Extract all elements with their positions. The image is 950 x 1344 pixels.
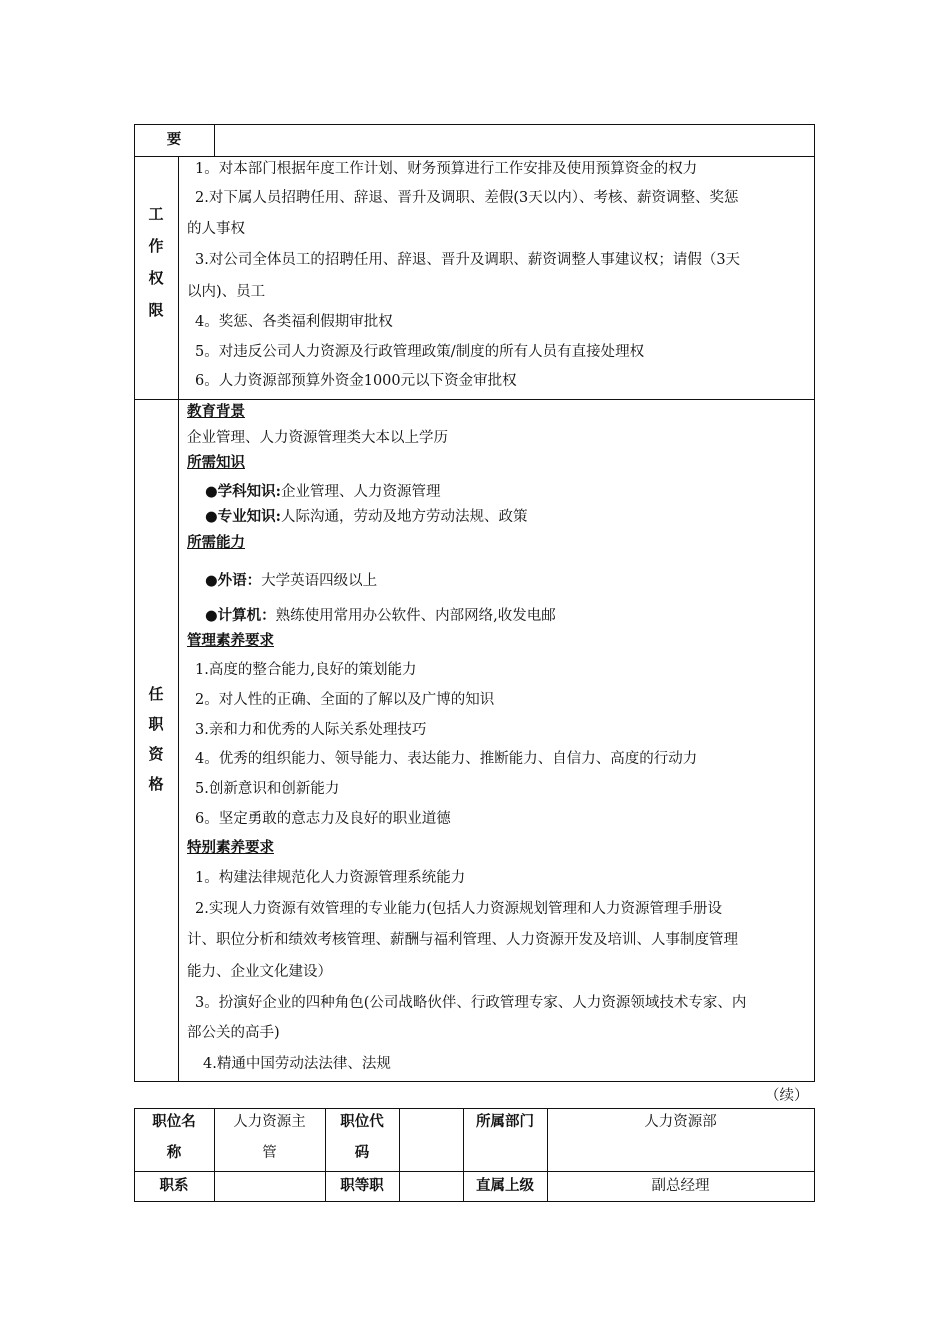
- ability-item-text: 大学英语四级以上: [261, 573, 378, 589]
- bullet-icon: ●: [205, 572, 218, 589]
- special-line: 计、职位分析和绩效考核管理、薪酬与福利管理、人力资源开发及培训、人事制度管理: [187, 932, 738, 948]
- continued-row-label: 要: [166, 131, 182, 148]
- management-line: 6。坚定勇敢的意志力及良好的职业道德: [195, 811, 451, 827]
- bullet-icon: ●: [205, 483, 218, 500]
- position-name-value: 人力资源主: [233, 1114, 306, 1130]
- authority-line: 5。对违反公司人力资源及行政管理政策/制度的所有人员有直接处理权: [195, 344, 645, 360]
- knowledge-heading: 所需知识: [187, 454, 245, 471]
- knowledge-item: [205, 507, 528, 527]
- authority-line: 3.对公司全体员工的招聘任用、辞退、晋升及调职、薪资调整人事建议权；请假（3天: [195, 252, 741, 268]
- special-heading: 特别素养要求: [187, 839, 274, 856]
- management-line: 1.高度的整合能力,良好的策划能力: [195, 662, 417, 678]
- department-value: 人力资源部: [644, 1114, 717, 1130]
- management-line: 4。优秀的组织能力、领导能力、表达能力、推断能力、自信力、高度的行动力: [195, 751, 698, 767]
- authority-line: 6。人力资源部预算外资金1000元以下资金审批权: [195, 373, 517, 389]
- position-code-label: 码: [354, 1144, 370, 1161]
- ability-item: [205, 606, 556, 626]
- ability-item-label: 计算机：: [217, 607, 276, 624]
- authority-label-char: 限: [148, 301, 164, 319]
- authority-label-char: 作: [148, 237, 164, 255]
- position-name-value: 管: [262, 1145, 277, 1161]
- authority-line: 以内)、员工: [187, 284, 266, 300]
- bullet-icon: ●: [205, 607, 218, 624]
- special-line: 4.精通中国劳动法法律、法规: [203, 1056, 391, 1072]
- ability-item: [205, 571, 377, 591]
- management-line: 3.亲和力和优秀的人际关系处理技巧: [195, 722, 427, 738]
- position-code-label: 职位代: [340, 1113, 384, 1130]
- series-label: 职系: [159, 1177, 189, 1194]
- supervisor-value: 副总经理: [651, 1178, 710, 1194]
- qualification-label-char: 资: [148, 745, 164, 763]
- authority-line: 的人事权: [187, 221, 245, 237]
- education-text: 企业管理、人力资源管理类大本以上学历: [187, 430, 448, 446]
- continued-label: （续）: [765, 1088, 809, 1104]
- special-line: 能力、企业文化建设）: [187, 964, 332, 980]
- management-heading: 管理素养要求: [187, 632, 274, 649]
- position-name-label: 职位名: [152, 1113, 196, 1130]
- special-line: 2.实现人力资源有效管理的专业能力(包括人力资源规划管理和人力资源管理手册设: [195, 901, 722, 917]
- special-line: 3。扮演好企业的四种角色(公司战略伙伴、行政管理专家、人力资源领域技术专家、内: [195, 995, 747, 1011]
- special-line: 部公关的高手): [187, 1025, 280, 1041]
- authority-line: 4。奖惩、各类福利假期审批权: [195, 314, 393, 330]
- knowledge-item-label: 专业知识:: [217, 508, 282, 525]
- ability-item-text: 熟练使用常用办公软件、内部网络,收发电邮: [275, 608, 556, 624]
- department-label: 所属部门: [476, 1113, 534, 1130]
- position-name-label: 称: [166, 1144, 182, 1161]
- management-line: 5.创新意识和创新能力: [195, 781, 340, 797]
- knowledge-item: [205, 482, 441, 502]
- grade-label: 职等职: [340, 1177, 384, 1194]
- bullet-icon: ●: [205, 508, 218, 525]
- ability-item-label: 外语：: [217, 572, 262, 589]
- knowledge-item-text: 企业管理、人力资源管理: [281, 484, 441, 500]
- authority-line: 1。对本部门根据年度工作计划、财务预算进行工作安排及使用预算资金的权力: [195, 161, 698, 177]
- qualification-label-char: 任: [148, 685, 164, 703]
- education-heading: 教育背景: [187, 403, 245, 420]
- authority-label-char: 工: [148, 205, 164, 223]
- authority-label-char: 权: [148, 269, 164, 287]
- knowledge-item-label: 学科知识:: [217, 483, 282, 500]
- special-line: 1。构建法律规范化人力资源管理系统能力: [195, 870, 466, 886]
- ability-heading: 所需能力: [187, 534, 245, 551]
- qualification-label-char: 格: [148, 775, 164, 793]
- knowledge-item-text: 人际沟通，劳动及地方劳动法规、政策: [281, 509, 528, 525]
- qualification-label-char: 职: [148, 715, 164, 733]
- authority-line: 2.对下属人员招聘任用、辞退、晋升及调职、差假(3天以内）、考核、薪资调整、奖惩: [195, 190, 739, 206]
- management-line: 2。对人性的正确、全面的了解以及广博的知识: [195, 692, 495, 708]
- supervisor-label: 直属上级: [476, 1177, 534, 1194]
